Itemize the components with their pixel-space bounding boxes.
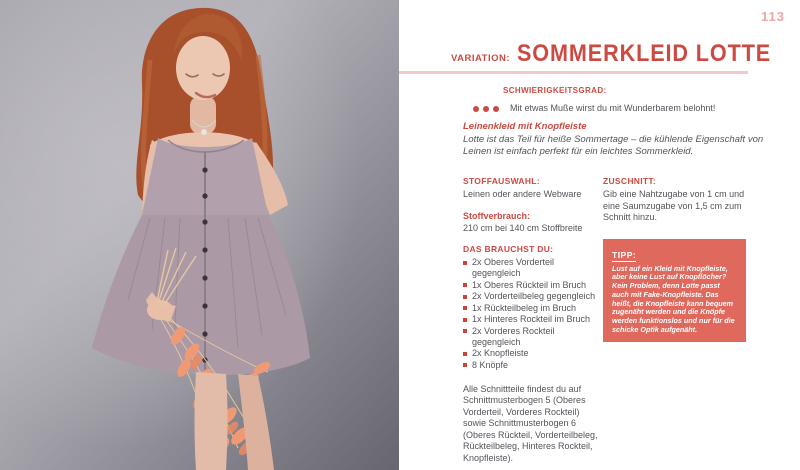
list-item: 2x Vorderes Rockteil gegengleich bbox=[463, 326, 605, 348]
list-item: 2x Vorderteilbeleg gegengleich bbox=[463, 291, 605, 302]
tip-text: Lust auf ein Kleid mit Knopfleiste, aber keine Lust auf Knopflöcher? Kein Problem, denn Lotte passt auch mit Fake-Knopfleiste. Das heißt, die Knopfleiste kann bequem zugenäht werden und die Knöpfe werden funktionslos und nur für die schicke Optik aufgenäht. bbox=[612, 263, 735, 335]
difficulty-dot bbox=[473, 106, 479, 112]
cutting-heading: ZUSCHNITT: bbox=[603, 176, 657, 186]
fabric-usage-heading: Stoffverbrauch: bbox=[463, 210, 531, 221]
variation-kicker: VARIATION: bbox=[451, 53, 511, 64]
difficulty-dots bbox=[473, 99, 503, 117]
right-column bbox=[603, 176, 746, 342]
list-item: 2x Oberes Vorderteil gegengleich bbox=[463, 257, 605, 279]
list-item: 1x Rückteilbeleg im Bruch bbox=[463, 303, 605, 314]
model-photo bbox=[0, 0, 399, 470]
fabric-section bbox=[463, 176, 605, 201]
difficulty-dot bbox=[493, 106, 499, 112]
list-item: 1x Oberes Rückteil im Bruch bbox=[463, 280, 605, 291]
materials-list bbox=[463, 257, 605, 371]
fabric-usage-section bbox=[463, 211, 605, 235]
title-underline-rule bbox=[399, 71, 748, 74]
materials-section bbox=[463, 244, 605, 371]
difficulty-text: Mit etwas Muße wirst du mit Wunderbarem belohnt! bbox=[510, 103, 716, 113]
fabric-heading: STOFFAUSWAHL: bbox=[463, 176, 540, 186]
pattern-sheet-note: Alle Schnittteile findest du auf Schnittmusterbogen 5 (Oberes Vorderteil, Vorderes Rockteil) sowie Schnittmusterbogen 6 (Oberes Rückteil, Vorderteilbeleg, Rückteilbeleg, Hinteres Rockteil, Knopfleiste). bbox=[463, 383, 598, 463]
cutting-text: Gib eine Nahtzugabe von 1 cm und eine Saumzugabe von 1,5 cm zum Schnitt hinzu. bbox=[603, 189, 745, 222]
cutting-section bbox=[603, 176, 746, 224]
article-header bbox=[451, 40, 799, 68]
list-item: 8 Knöpfe bbox=[463, 360, 605, 371]
tip-box bbox=[603, 239, 746, 342]
model-photo-illustration bbox=[0, 0, 399, 470]
page-number: 113 bbox=[761, 9, 785, 24]
intro-section bbox=[463, 121, 775, 157]
fabric-text: Leinen oder andere Webware bbox=[463, 189, 582, 199]
tip-heading: TIPP: bbox=[612, 249, 637, 260]
fabric-usage-text: 210 cm bei 140 cm Stoffbreite bbox=[463, 222, 583, 233]
intro-body: Lotte ist das Teil für heiße Sommertage – die kühlende Eigenschaft von Leinen ist einfach perfekt für ein leichtes Sommerkleid. bbox=[463, 134, 764, 157]
difficulty-section bbox=[473, 86, 773, 117]
list-item: 2x Knopfleiste bbox=[463, 348, 605, 359]
materials-heading: DAS BRAUCHST DU: bbox=[463, 244, 554, 254]
difficulty-label: SCHWIERIGKEITSGRAD: bbox=[503, 86, 607, 95]
page-title: SOMMERKLEID LOTTE bbox=[517, 40, 772, 67]
left-column bbox=[463, 176, 605, 464]
intro-heading: Leinenkleid mit Knopfleiste bbox=[463, 121, 587, 132]
difficulty-rating bbox=[473, 99, 773, 117]
page-content bbox=[399, 0, 800, 470]
difficulty-dot bbox=[483, 106, 489, 112]
list-item: 1x Hinteres Rockteil im Bruch bbox=[463, 314, 605, 325]
